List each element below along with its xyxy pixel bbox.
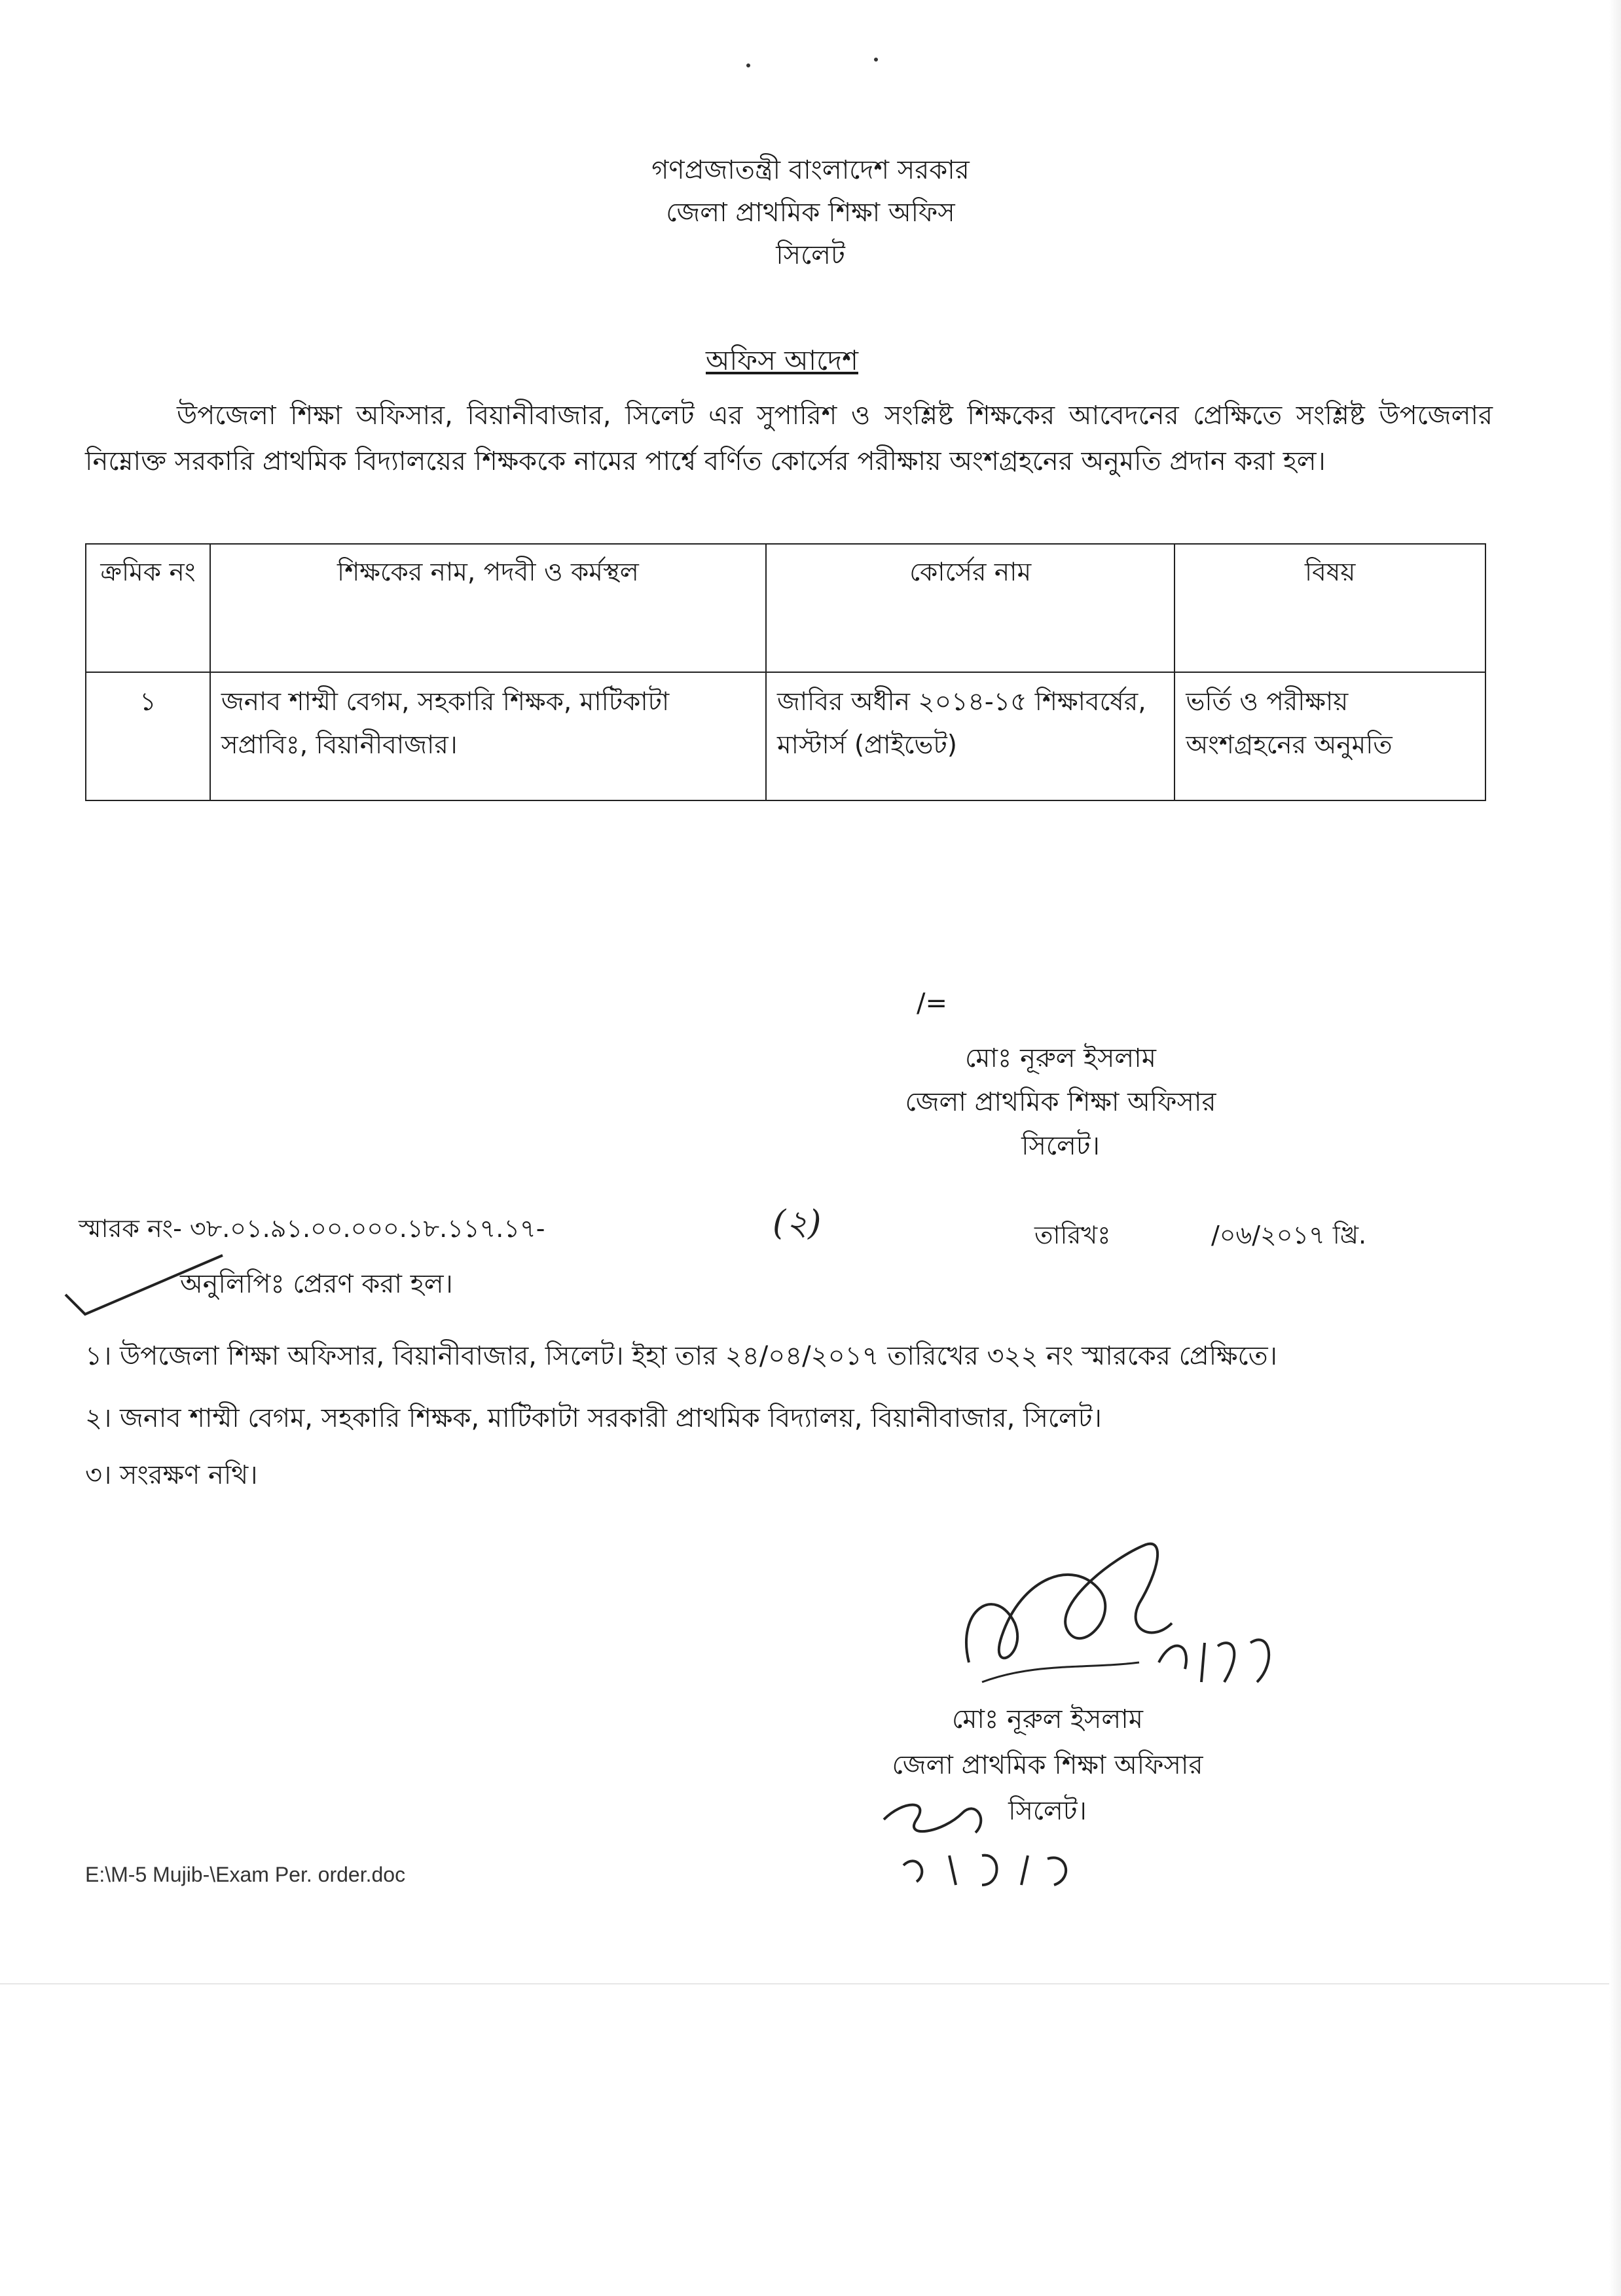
col-subject-header: বিষয় bbox=[1175, 544, 1485, 672]
cell-course: জাবির অধীন ২০১৪-১৫ শিক্ষাবর্ষের, মাস্টার্স (প্রাইভেট) bbox=[766, 672, 1175, 800]
scan-speck bbox=[874, 58, 878, 62]
distribution-item-2: ২। জনাব শাম্মী বেগম, সহকারি শিক্ষক, মাটিকাটা সরকারী প্রাথমিক বিদ্যালয়, বিয়ানীবাজার, সিলেট। bbox=[85, 1403, 1102, 1433]
col-course-header: কোর্সের নাম bbox=[766, 544, 1175, 672]
memo-date-value: /০৬/২০১৭ খ্রি. bbox=[1211, 1221, 1367, 1249]
distribution-heading: অনুলিপিঃ প্রেরণ করা হল। bbox=[180, 1269, 453, 1299]
signatory-bottom-name: মোঃ নূরুল ইসলাম bbox=[951, 1704, 1143, 1734]
memo-date-label: তারিখঃ bbox=[1034, 1221, 1111, 1249]
table-row bbox=[86, 672, 1485, 800]
col-serial-header: ক্রমিক নং bbox=[86, 544, 210, 672]
col-teacher-header: শিক্ষকের নাম, পদবী ও কর্মস্থল bbox=[210, 544, 766, 672]
signature-mark: /= bbox=[917, 988, 947, 1018]
signatory-place: সিলেট। bbox=[1021, 1131, 1100, 1161]
cell-teacher: জনাব শাম্মী বেগম, সহকারি শিক্ষক, মাটিকাটা সপ্রাবিঃ, বিয়ানীবাজার। bbox=[210, 672, 766, 800]
order-body: উপজেলা শিক্ষা অফিসার, বিয়ানীবাজার, সিলেট এর সুপারিশ ও সংশ্লিষ্ট শিক্ষকের আবেদনের প্রেক্ষিতে সংশ্লিষ্ট উপজেলার নিম্নোক্ত সরকারি প্রাথমিক বিদ্যালয়ের শিক্ষককে নামের পার্শ্বে বর্ণিত কোর্সের পরীক্ষায় অংশগ্রহনের অনুমতি প্রদান করা হল। bbox=[85, 401, 1493, 476]
signatory-designation: জেলা প্রাথমিক শিক্ষা অফিসার bbox=[905, 1087, 1216, 1117]
header-govt: গণপ্রজাতন্ত্রী বাংলাদেশ সরকার bbox=[651, 155, 970, 185]
footer-file-path: E:\M-5 Mujib-\Exam Per. order.doc bbox=[85, 1863, 406, 1886]
signatory-name: মোঃ নূরুল ইসলাম bbox=[964, 1043, 1156, 1073]
order-table bbox=[85, 543, 1486, 801]
scan-speck bbox=[746, 63, 750, 67]
distribution-item-1: ১। উপজেলা শিক্ষা অফিসার, বিয়ানীবাজার, সিলেট। ইহা তার ২৪/০৪/২০১৭ তারিখের ৩২২ নং স্মারকের প্রেক্ষিতে। bbox=[85, 1341, 1277, 1371]
table-header-row bbox=[86, 544, 1485, 672]
header-city: সিলেট bbox=[776, 240, 845, 270]
handwritten-initials bbox=[877, 1793, 1139, 1892]
order-title: অফিস আদেশ bbox=[706, 344, 858, 376]
distribution-item-3: ৩। সংরক্ষণ নথি। bbox=[85, 1460, 258, 1490]
scan-edge-line bbox=[0, 1983, 1621, 1984]
cell-subject: ভর্তি ও পরীক্ষায় অংশগ্রহনের অনুমতি bbox=[1175, 672, 1485, 800]
signatory-bottom-designation: জেলা প্রাথমিক শিক্ষা অফিসার bbox=[892, 1750, 1203, 1780]
memo-number: স্মারক নং- ৩৮.০১.৯১.০০.০০০.১৮.১১৭.১৭- bbox=[79, 1214, 545, 1243]
signatory-bottom-place: সিলেট। bbox=[1008, 1796, 1087, 1826]
cell-serial: ১ bbox=[86, 672, 210, 800]
memo-handwritten-number: (২) bbox=[773, 1204, 822, 1243]
header-office: জেলা প্রাথমিক শিক্ষা অফিস bbox=[666, 198, 955, 228]
scan-edge-shadow bbox=[1609, 0, 1621, 2296]
